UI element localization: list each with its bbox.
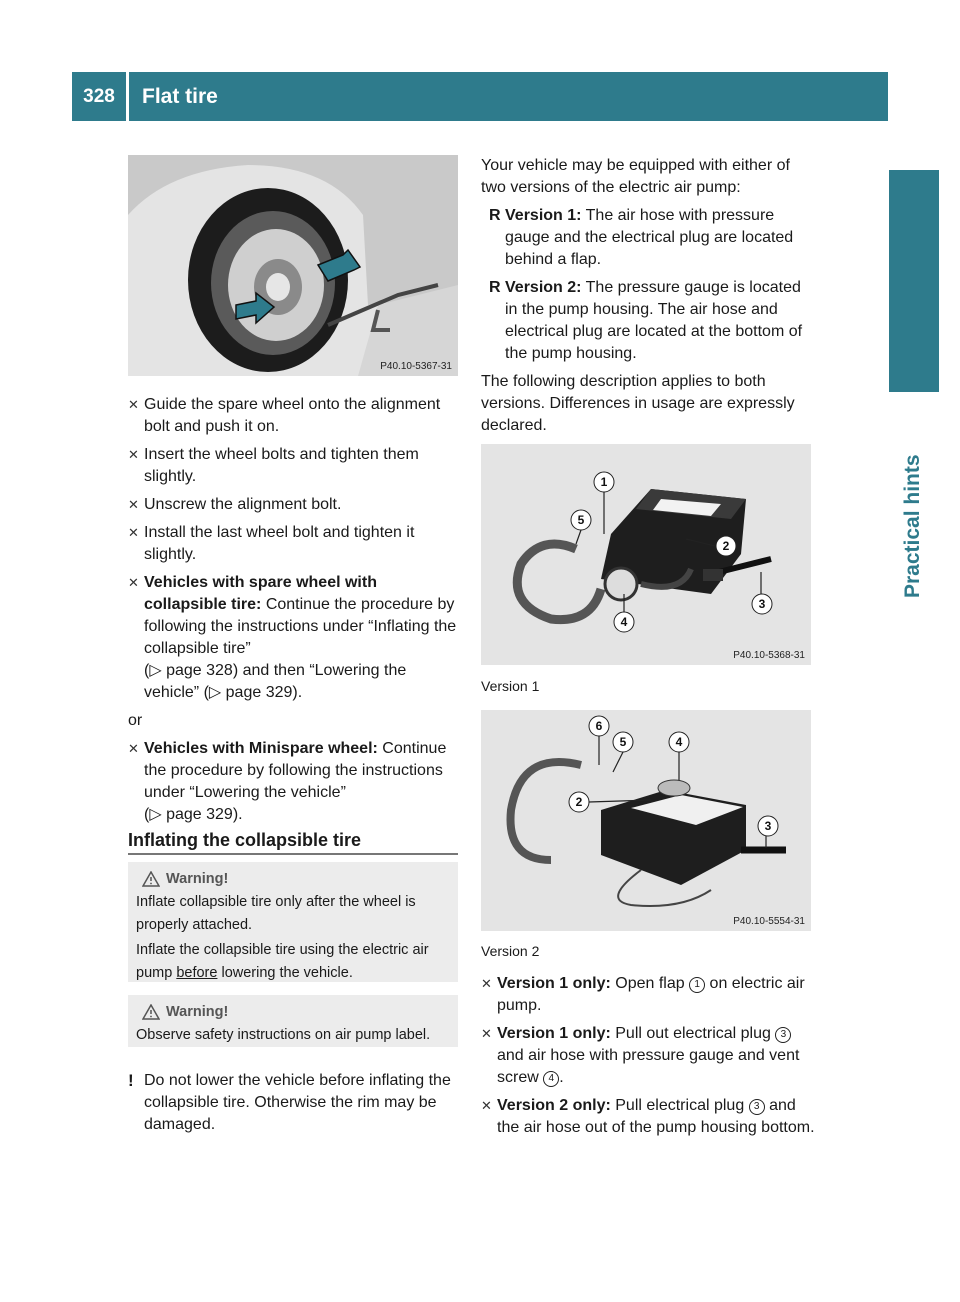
step-marker-icon: ✕ <box>128 397 139 412</box>
bullet-icon: R <box>489 207 501 224</box>
warning-text: Observe safety instructions on air pump label. <box>136 1027 431 1043</box>
left-column <box>128 394 460 832</box>
warning-text: Inflate collapsible tire only after the wheel is properly attached. <box>136 894 416 933</box>
step-marker-icon: ✕ <box>128 741 139 756</box>
step-item: ✕ Vehicles with spare wheel with collapsible tire: Continue the procedure by following the instructions under “Inflating the collapsible tire” (▷ page 328) and then “Lowering the vehicle” (▷ page 329). <box>128 574 457 701</box>
step-item: ✕ Install the last wheel bolt and tighten it slightly. <box>128 524 415 563</box>
step-marker-icon: ✕ <box>481 976 492 991</box>
step-item: ✕ Version 2 only: Pull electrical plug 3 and the air hose out of the pump housing bottom. <box>481 1097 815 1136</box>
warning-box <box>128 995 458 1047</box>
page-header <box>72 72 888 121</box>
callout-label: 4 <box>675 735 683 749</box>
section-tab <box>889 170 939 392</box>
warning-triangle-icon <box>142 1004 160 1020</box>
step-marker-icon: ✕ <box>481 1098 492 1113</box>
bullet-icon: R <box>489 279 501 296</box>
callout-label: 5 <box>577 513 585 527</box>
callout-ref: 1 <box>689 977 705 993</box>
warning-title: Warning! <box>136 868 450 891</box>
page-number: 328 <box>83 86 115 107</box>
callout-label: 1 <box>600 475 608 489</box>
pump-version2-figure <box>481 710 811 931</box>
intro-text: Your vehicle may be equipped with either of two versions of the electric air pump: <box>481 157 790 196</box>
warning-title: Warning! <box>136 1001 450 1024</box>
step-marker-icon: ✕ <box>481 1026 492 1041</box>
pump-version1-figure <box>481 444 811 665</box>
step-marker-icon: ✕ <box>128 575 139 590</box>
right-steps <box>481 973 817 1145</box>
step-marker-icon: ✕ <box>128 525 139 540</box>
step-marker-icon: ✕ <box>128 497 139 512</box>
section-label: Practical hints <box>901 454 924 598</box>
figure-code: P40.10-5368-31 <box>733 650 805 661</box>
note: ! Do not lower the vehicle before inflating the collapsible tire. Otherwise the rim may be damaged. <box>128 1071 451 1133</box>
heading-rule <box>128 853 458 855</box>
spare-wheel-figure <box>128 155 458 376</box>
callout-ref: 3 <box>775 1027 791 1043</box>
right-column <box>481 155 817 443</box>
page-title: Flat tire <box>142 85 218 108</box>
section-heading: Inflating the collapsible tire <box>128 830 362 850</box>
step-item: ✕ Vehicles with Minispare wheel: Continue the procedure by following the instructions under “Lowering the vehicle” (▷ page 329). <box>128 740 447 823</box>
step-item: ✕ Version 1 only: Open flap 1 on electric air pump. <box>481 975 805 1014</box>
callout-ref: 4 <box>543 1071 559 1087</box>
figure-caption: Version 1 <box>481 678 540 694</box>
description-text: The following description applies to both versions. Differences in usage are expressly declared. <box>481 373 795 434</box>
callout-label: 5 <box>619 735 627 749</box>
step-item: ✕ Unscrew the alignment bolt. <box>128 494 460 516</box>
warning-text: Inflate the collapsible tire using the electric air pump before lowering the vehicle. <box>136 942 429 981</box>
warning-box <box>128 862 458 982</box>
step-item: ✕ Guide the spare wheel onto the alignment bolt and push it on. <box>128 396 441 435</box>
figure-caption: Version 2 <box>481 943 540 959</box>
callout-label: 4 <box>620 615 628 629</box>
header-divider <box>126 72 129 121</box>
step-item: ✕ Version 1 only: Pull out electrical plug 3 and air hose with pressure gauge and vent screw 4 . <box>481 1025 800 1086</box>
figure-code: P40.10-5554-31 <box>733 916 805 927</box>
or-text: or <box>128 712 143 729</box>
warning-triangle-icon <box>142 871 160 887</box>
callout-label: 2 <box>575 795 583 809</box>
callout-label: 3 <box>758 597 766 611</box>
step-item: ✕ Insert the wheel bolts and tighten them slightly. <box>128 446 419 485</box>
list-item: R Version 2: The pressure gauge is located in the pump housing. The air hose and electrical plug are located at the bottom of the pump housing. <box>489 279 803 362</box>
callout-ref: 3 <box>749 1099 765 1115</box>
step-marker-icon: ✕ <box>128 447 139 462</box>
callout-label: 3 <box>764 819 772 833</box>
callout-label: 2 <box>722 539 730 553</box>
callout-label: 6 <box>595 719 603 733</box>
list-item: R Version 1: The air hose with pressure gauge and the electrical plug are located behind a flap. <box>489 207 794 268</box>
exclamation-icon: ! <box>128 1071 134 1090</box>
figure-code: P40.10-5367-31 <box>380 361 452 372</box>
